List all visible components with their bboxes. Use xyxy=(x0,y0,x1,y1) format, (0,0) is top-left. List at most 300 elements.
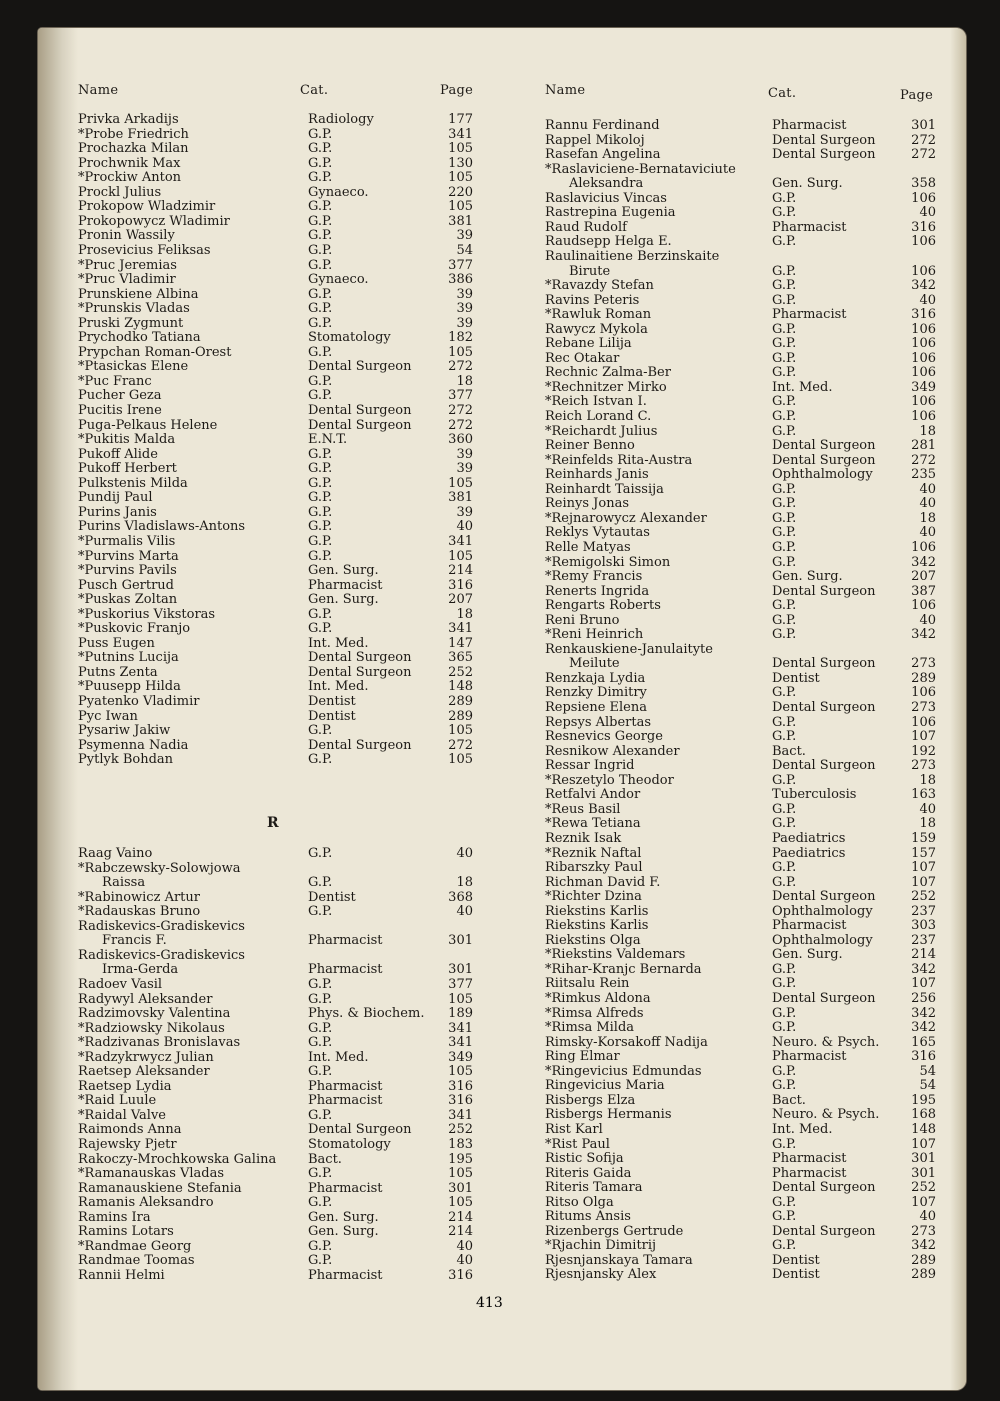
entry-category: Dentist xyxy=(772,670,820,686)
entry-name: Radywyl Aleksander xyxy=(78,991,213,1007)
entry-page: 192 xyxy=(911,743,936,759)
entry-name: Repsiene Elena xyxy=(545,700,647,715)
entry-name: Rappel Mikoloj xyxy=(545,132,645,148)
entry-page: 130 xyxy=(448,155,473,171)
entry-name: Radiskevics-Gradiskevics xyxy=(78,918,245,934)
entry-name: Ramins Lotars xyxy=(78,1224,174,1240)
entry-name: Prunskiene Albina xyxy=(78,286,199,302)
entry-page: 387 xyxy=(911,583,936,599)
entry-category: Gen. Surg. xyxy=(772,176,843,192)
entry-page: 105 xyxy=(448,1166,473,1182)
entry-category: G.P. xyxy=(308,461,333,477)
entry-page: 105 xyxy=(448,170,473,186)
entry-name: Raud Rudolf xyxy=(545,219,627,235)
entry-category: Dental Surgeon xyxy=(772,147,876,163)
section-letter: R xyxy=(267,815,279,831)
entry-category: Pharmacist xyxy=(308,1078,383,1094)
entry-page: 273 xyxy=(911,758,936,774)
entry-name: Ringevicius Maria xyxy=(545,1078,665,1094)
header-cat: Cat. xyxy=(768,86,797,101)
entry-name: Reinhardt Taissija xyxy=(545,481,664,497)
entry-page: 341 xyxy=(448,1035,473,1051)
entry-name: Rajewsky Pjetr xyxy=(78,1137,177,1152)
entry-category: G.P. xyxy=(772,685,797,701)
entry-page: 342 xyxy=(911,278,936,294)
entry-page: 195 xyxy=(448,1151,473,1167)
entry-name: Reich Lorand C. xyxy=(545,409,652,424)
entry-page: 316 xyxy=(448,577,473,593)
entry-category: G.P. xyxy=(308,1238,333,1254)
entry-category: G.P. xyxy=(308,621,333,637)
entry-category: G.P. xyxy=(772,409,797,424)
entry-category: Dental Surgeon xyxy=(772,452,876,468)
entry-category: Dental Surgeon xyxy=(772,700,876,715)
entry-category: Dentist xyxy=(308,708,356,724)
entry-name: Ristic Sofija xyxy=(545,1151,624,1167)
book-spine xyxy=(38,28,78,1390)
entry-name: Radoev Vasil xyxy=(78,976,163,992)
entry-page: 105 xyxy=(448,723,473,739)
entry-category: G.P. xyxy=(772,263,797,279)
entry-category: G.P. xyxy=(308,315,333,331)
entry-category: Neuro. & Psych. xyxy=(772,1107,880,1123)
entry-page: 105 xyxy=(448,199,473,215)
entry-name: Riteris Tamara xyxy=(545,1180,643,1196)
entry-name: *Prunskis Vladas xyxy=(78,301,190,317)
entry-category: Dental Surgeon xyxy=(308,403,412,418)
entry-category: G.P. xyxy=(308,141,333,157)
entry-name: Rizenbergs Gertrude xyxy=(545,1223,684,1239)
entry-category: G.P. xyxy=(772,205,797,221)
entry-page: 341 xyxy=(448,621,473,637)
entry-page: 360 xyxy=(448,432,473,448)
entry-category: Dental Surgeon xyxy=(308,417,412,433)
entry-name: *Rabinowicz Artur xyxy=(78,889,200,905)
entry-page: 301 xyxy=(911,1151,936,1167)
entry-page: 220 xyxy=(448,184,473,200)
entry-category: G.P. xyxy=(772,336,797,352)
entry-category: G.P. xyxy=(772,874,797,890)
entry-name: *Raidal Valve xyxy=(78,1107,166,1123)
entry-name: Prokopowycz Wladimir xyxy=(78,213,230,229)
entry-category: G.P. xyxy=(308,875,333,891)
entry-page: 301 xyxy=(448,933,473,949)
entry-name: Pysariw Jakiw xyxy=(78,723,171,739)
entry-category: Dental Surgeon xyxy=(308,737,412,753)
entry-name: Purins Janis xyxy=(78,504,157,520)
entry-name: *Puc Franc xyxy=(78,373,152,389)
entry-category: G.P. xyxy=(308,1166,333,1182)
entry-page: 289 xyxy=(911,1267,936,1283)
entry-page: 106 xyxy=(911,409,936,424)
page-edge xyxy=(950,28,966,1390)
entry-category: G.P. xyxy=(308,475,333,491)
entry-name: Raag Vaino xyxy=(78,846,153,861)
entry-name: *Rabczewsky-Solowjowa xyxy=(78,860,241,876)
entry-category: Dental Surgeon xyxy=(772,758,876,774)
entry-category: G.P. xyxy=(308,1107,333,1123)
entry-page: 39 xyxy=(456,461,473,477)
entry-page: 39 xyxy=(456,504,473,520)
entry-category: Paediatrics xyxy=(772,830,846,846)
entry-category: G.P. xyxy=(308,1195,333,1211)
entry-page: 342 xyxy=(911,1020,936,1036)
entry-name: *Radzykrwycz Julian xyxy=(78,1049,214,1065)
entry-name: Reinhards Janis xyxy=(545,467,649,483)
entry-page: 235 xyxy=(911,467,936,483)
entry-name: *Puskovic Franjo xyxy=(78,621,191,637)
entry-name: *Rejnarowycz Alexander xyxy=(545,510,707,526)
entry-category: Tuberculosis xyxy=(772,787,857,803)
entry-name: Reiner Benno xyxy=(545,438,635,454)
entry-name: Rechnic Zalma-Ber xyxy=(545,365,671,381)
entry-name: *Prockiw Anton xyxy=(78,170,182,186)
entry-name: Aleksandra xyxy=(569,176,644,192)
entry-category: G.P. xyxy=(308,170,333,186)
entry-page: 54 xyxy=(919,1063,936,1079)
entry-name: *Reinfelds Rita-Austra xyxy=(545,452,693,468)
entry-name: *Rjachin Dimitrij xyxy=(545,1238,657,1254)
entry-name: Pulkstenis Milda xyxy=(78,475,188,491)
entry-category: G.P. xyxy=(772,976,797,992)
entry-name: *Purmalis Vilis xyxy=(78,533,176,549)
entry-category: Pharmacist xyxy=(772,219,847,235)
entry-category: G.P. xyxy=(772,1020,797,1036)
entry-category: G.P. xyxy=(772,350,797,366)
entry-page: 40 xyxy=(456,1238,473,1254)
entry-page: 106 xyxy=(911,365,936,381)
entry-page: 289 xyxy=(911,670,936,686)
entry-category: Int. Med. xyxy=(308,1049,369,1065)
entry-name: Rimsky-Korsakoff Nadija xyxy=(545,1034,708,1050)
entry-category: Gynaeco. xyxy=(308,184,369,200)
entry-page: 106 xyxy=(911,539,936,555)
entry-page: 105 xyxy=(448,548,473,564)
entry-page: 301 xyxy=(911,118,936,133)
entry-category: G.P. xyxy=(772,612,797,628)
entry-page: 107 xyxy=(911,874,936,890)
entry-page: 39 xyxy=(456,315,473,331)
entry-name: Ritums Ansis xyxy=(545,1209,631,1225)
entry-category: G.P. xyxy=(308,548,333,564)
entry-page: 106 xyxy=(911,350,936,366)
entry-page: 381 xyxy=(448,490,473,506)
entry-name: Ritso Olga xyxy=(545,1194,614,1210)
entry-page: 341 xyxy=(448,126,473,142)
entry-page: 157 xyxy=(911,845,936,861)
entry-page: 316 xyxy=(448,1093,473,1109)
entry-page: 182 xyxy=(448,330,473,346)
entry-name: Pruski Zygmunt xyxy=(78,315,184,331)
entry-category: G.P. xyxy=(308,257,333,273)
entry-name: Irma-Gerda xyxy=(102,962,179,978)
entry-category: G.P. xyxy=(308,126,333,142)
entry-category: Pharmacist xyxy=(308,1267,383,1283)
entry-category: Int. Med. xyxy=(772,1121,833,1137)
entry-name: *Remigolski Simon xyxy=(545,554,671,570)
entry-category: Dentist xyxy=(308,889,356,905)
entry-name: Rengarts Roberts xyxy=(545,598,661,614)
header-page: Page xyxy=(440,83,474,98)
entry-category: G.P. xyxy=(308,504,333,520)
entry-name: *Putnins Lucija xyxy=(78,650,179,666)
entry-name: Prochwnik Max xyxy=(78,155,181,171)
entry-category: G.P. xyxy=(308,1020,333,1036)
entry-page: 40 xyxy=(919,1209,936,1225)
entry-name: *Puskorius Vikstoras xyxy=(78,606,216,622)
entry-category: Stomatology xyxy=(308,330,391,346)
entry-category: G.P. xyxy=(308,228,333,244)
entry-category: Ophthalmology xyxy=(772,932,873,948)
entry-page: 177 xyxy=(448,112,473,127)
entry-category: Ophthalmology xyxy=(772,903,873,919)
entry-page: 342 xyxy=(911,1238,936,1254)
entry-page: 18 xyxy=(456,373,473,389)
entry-page: 301 xyxy=(911,1165,936,1181)
entry-name: *Probe Friedrich xyxy=(78,126,189,142)
entry-page: 256 xyxy=(911,991,936,1006)
entry-name: *Raslaviciene-Bernataviciute xyxy=(545,161,736,177)
entry-category: Pharmacist xyxy=(772,918,847,934)
entry-page: 107 xyxy=(911,1136,936,1152)
entry-category: Pharmacist xyxy=(308,577,383,593)
entry-category: G.P. xyxy=(308,301,333,317)
entry-category: Gen. Surg. xyxy=(772,569,843,585)
entry-page: 18 xyxy=(919,510,936,526)
entry-category: Dental Surgeon xyxy=(772,1223,876,1239)
entry-name: Francis F. xyxy=(102,933,167,949)
entry-category: G.P. xyxy=(308,388,333,404)
entry-category: Bact. xyxy=(772,1092,806,1108)
entry-page: 105 xyxy=(448,1064,473,1080)
entry-name: Riitsalu Rein xyxy=(545,976,630,992)
entry-name: Rawycz Mykola xyxy=(545,321,648,337)
entry-category: G.P. xyxy=(772,1136,797,1152)
entry-name: Rakoczy-Mrochkowska Galina xyxy=(78,1151,277,1167)
entry-category: G.P. xyxy=(772,278,797,294)
entry-name: Riteris Gaida xyxy=(545,1165,632,1181)
entry-name: Resnikow Alexander xyxy=(545,743,680,759)
entry-category: Dentist xyxy=(772,1267,820,1283)
entry-page: 105 xyxy=(448,141,473,157)
entry-page: 106 xyxy=(911,234,936,250)
entry-page: 368 xyxy=(448,889,473,905)
entry-page: 165 xyxy=(911,1034,936,1050)
entry-name: Prosevicius Feliksas xyxy=(78,242,211,258)
entry-category: G.P. xyxy=(308,723,333,739)
entry-name: Reklys Vytautas xyxy=(545,525,650,541)
entry-name: Riekstins Karlis xyxy=(545,918,649,934)
entry-category: Stomatology xyxy=(308,1137,391,1152)
entry-category: G.P. xyxy=(308,490,333,506)
entry-category: Dental Surgeon xyxy=(772,991,876,1006)
entry-page: 377 xyxy=(448,976,473,992)
entry-category: G.P. xyxy=(308,242,333,258)
entry-name: Pukoff Alide xyxy=(78,446,158,462)
entry-category: G.P. xyxy=(308,519,333,535)
header-page: Page xyxy=(900,88,934,103)
header-name: Name xyxy=(78,83,119,98)
entry-page: 18 xyxy=(456,606,473,622)
entry-page: 39 xyxy=(456,446,473,462)
entry-name: Pukoff Herbert xyxy=(78,461,177,477)
entry-page: 106 xyxy=(911,714,936,730)
entry-name: *Rihar-Kranjc Bernarda xyxy=(545,961,702,977)
entry-name: Rec Otakar xyxy=(545,350,620,366)
entry-category: G.P. xyxy=(308,976,333,992)
entry-category: Int. Med. xyxy=(308,635,369,651)
entry-page: 40 xyxy=(456,1253,473,1269)
entry-category: G.P. xyxy=(308,155,333,171)
entry-category: G.P. xyxy=(772,598,797,614)
entry-name: Rannu Ferdinand xyxy=(545,118,660,133)
entry-name: Ressar Ingrid xyxy=(545,758,635,774)
entry-category: Pharmacist xyxy=(308,1093,383,1109)
entry-page: 237 xyxy=(911,932,936,948)
entry-page: 163 xyxy=(911,787,936,803)
entry-page: 341 xyxy=(448,1107,473,1123)
entry-name: Putns Zenta xyxy=(78,664,158,680)
entry-page: 281 xyxy=(911,438,936,454)
entry-name: Prochazka Milan xyxy=(78,141,189,157)
entry-name: *Puusepp Hilda xyxy=(78,679,181,695)
entry-category: Dental Surgeon xyxy=(308,359,412,375)
entry-category: Dentist xyxy=(772,1252,820,1268)
entry-name: Pucher Geza xyxy=(78,388,162,404)
entry-name: *Rechnitzer Mirko xyxy=(545,379,667,395)
entry-name: Birute xyxy=(569,263,611,279)
entry-category: Pharmacist xyxy=(308,933,383,949)
entry-name: *Puskas Zoltan xyxy=(78,592,178,608)
entry-category: Pharmacist xyxy=(308,1180,383,1196)
entry-category: Ophthalmology xyxy=(772,467,873,483)
entry-category: E.N.T. xyxy=(308,432,348,448)
entry-page: 54 xyxy=(456,242,473,258)
entry-page: 18 xyxy=(919,423,936,439)
entry-name: Pusch Gertrud xyxy=(78,577,175,593)
entry-page: 107 xyxy=(911,860,936,876)
entry-category: Pharmacist xyxy=(772,1151,847,1167)
entry-category: G.P. xyxy=(772,190,797,206)
entry-name: Raudsepp Helga E. xyxy=(545,234,672,250)
entry-category: G.P. xyxy=(772,394,797,410)
entry-category: G.P. xyxy=(308,1064,333,1080)
entry-name: Psymenna Nadia xyxy=(78,737,189,753)
entry-category: G.P. xyxy=(772,961,797,977)
entry-category: Dental Surgeon xyxy=(772,656,876,672)
entry-page: 342 xyxy=(911,627,936,643)
entry-page: 18 xyxy=(919,772,936,788)
entry-name: *Pukitis Malda xyxy=(78,432,176,448)
entry-name: Retfalvi Andor xyxy=(545,787,641,803)
entry-page: 195 xyxy=(911,1092,936,1108)
entry-page: 106 xyxy=(911,394,936,410)
entry-page: 252 xyxy=(448,1122,473,1138)
entry-page: 106 xyxy=(911,190,936,206)
entry-category: G.P. xyxy=(772,729,797,745)
entry-category: Dental Surgeon xyxy=(308,650,412,666)
entry-page: 214 xyxy=(448,563,473,579)
entry-name: *Randmae Georg xyxy=(78,1238,192,1254)
entry-page: 106 xyxy=(911,336,936,352)
entry-page: 252 xyxy=(911,889,936,905)
entry-name: Rjesnjansky Alex xyxy=(545,1267,657,1283)
entry-page: 105 xyxy=(448,1195,473,1211)
entry-page: 386 xyxy=(448,272,473,288)
entry-name: Pronin Wassily xyxy=(78,228,175,244)
entry-name: Raetsep Lydia xyxy=(78,1078,172,1094)
entry-category: Dental Surgeon xyxy=(308,664,412,680)
entry-page: 148 xyxy=(448,679,473,695)
entry-category: Pharmacist xyxy=(772,1049,847,1065)
entry-category: G.P. xyxy=(308,846,333,861)
entry-category: Pharmacist xyxy=(772,307,847,323)
entry-name: *Radzivanas Bronislavas xyxy=(78,1035,241,1051)
entry-page: 168 xyxy=(911,1107,936,1123)
entry-name: Renzkaja Lydia xyxy=(545,670,646,686)
entry-category: G.P. xyxy=(772,627,797,643)
entry-name: *Reznik Naftal xyxy=(545,845,642,861)
entry-name: *Raid Luule xyxy=(78,1093,157,1109)
header-name: Name xyxy=(545,83,586,98)
entry-category: G.P. xyxy=(772,772,797,788)
entry-page: 40 xyxy=(456,519,473,535)
entry-page: 316 xyxy=(911,307,936,323)
entry-page: 106 xyxy=(911,263,936,279)
entry-category: G.P. xyxy=(772,1194,797,1210)
entry-name: Riekstins Olga xyxy=(545,932,641,948)
entry-category: Gen. Surg. xyxy=(308,592,379,608)
entry-name: Richman David F. xyxy=(545,874,661,890)
entry-category: G.P. xyxy=(772,234,797,250)
entry-category: Pharmacist xyxy=(308,962,383,978)
entry-page: 106 xyxy=(911,321,936,337)
entry-page: 377 xyxy=(448,388,473,404)
entry-page: 272 xyxy=(911,452,936,468)
entry-page: 107 xyxy=(911,976,936,992)
entry-page: 148 xyxy=(911,1121,936,1137)
entry-page: 39 xyxy=(456,301,473,317)
entry-page: 207 xyxy=(448,592,473,608)
entry-name: Privka Arkadijs xyxy=(78,112,179,127)
entry-page: 342 xyxy=(911,1005,936,1021)
entry-page: 272 xyxy=(448,403,473,418)
entry-name: *Reni Heinrich xyxy=(545,627,644,643)
entry-name: *Riekstins Valdemars xyxy=(545,947,686,963)
entry-name: Raimonds Anna xyxy=(78,1122,182,1138)
entry-page: 381 xyxy=(448,213,473,229)
entry-name: Ramins Ira xyxy=(78,1209,151,1225)
entry-category: G.P. xyxy=(772,292,797,308)
entry-category: G.P. xyxy=(772,496,797,512)
entry-page: 40 xyxy=(919,205,936,221)
entry-page: 207 xyxy=(911,569,936,585)
entry-category: Dentist xyxy=(308,694,356,709)
entry-page: 105 xyxy=(448,475,473,491)
entry-name: Resnevics George xyxy=(545,729,663,745)
entry-category: G.P. xyxy=(308,286,333,302)
entry-name: *Radziowsky Nikolaus xyxy=(78,1020,225,1036)
entry-page: 358 xyxy=(911,176,936,192)
entry-name: *Ringevicius Edmundas xyxy=(545,1063,702,1079)
entry-page: 18 xyxy=(456,875,473,891)
entry-name: *Reich Istvan I. xyxy=(545,394,647,410)
entry-name: Puss Eugen xyxy=(78,635,155,651)
entry-category: G.P. xyxy=(772,365,797,381)
entry-name: *Reszetylo Theodor xyxy=(545,772,674,788)
entry-name: Raetsep Aleksander xyxy=(78,1064,210,1080)
entry-name: *Remy Francis xyxy=(545,569,643,585)
